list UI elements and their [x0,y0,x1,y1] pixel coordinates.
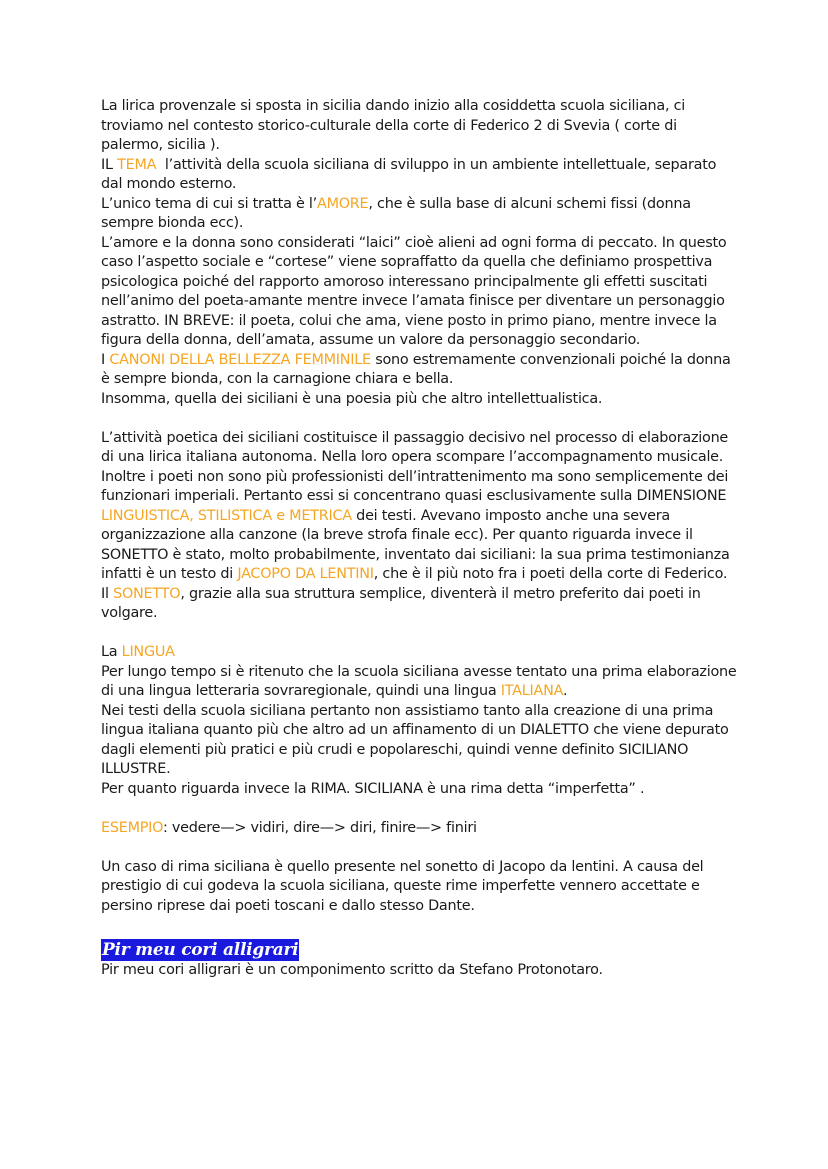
laici-paragraph: L’amore e la donna sono considerati “laici” cioè alieni ad ogni forma di peccato. In questo caso l’aspetto sociale e “cortese” viene sopraffatto da quella che definiamo prospettiva psicologica poiché del rapporto amoroso interessano principalmente gli effetti suscitati nell’animo del poeta-amante mentre invece l’amata finisce per diventare un personaggio astratto. IN BREVE: il poeta, colui che ama, viene posto in primo piano, mentre invece la figura della donna, dell’amata, assume un valore da personaggio secondario. [101,234,727,348]
rima-paragraph: Per quanto riguarda invece la RIMA. SICILIANA è una rima detta “imperfetta” . [101,780,645,797]
lingua-paragraph [101,663,741,702]
caso-paragraph: Un caso di rima siciliana è quello presente nel sonetto di Jacopo da lentini. A causa del prestigio di cui godeva la scuola siciliana, queste rime imperfette vennero accettate e persino riprese dai poeti toscani e dallo stesso Dante. [101,858,704,914]
spacer [101,624,741,644]
attivita-paragraph [101,429,741,585]
amore-highlight: AMORE [316,195,369,212]
canoni-highlight: CANONI DELLA BELLEZZA FEMMINILE [109,351,371,368]
spacer [101,409,741,429]
attivita-text-end: , che è il più noto fra i poeti della corte di Federico. [373,566,728,582]
esempio-text: : vedere—> vidiri, dire—> diri, finire—> finiri [162,819,477,836]
esempio-line [101,819,741,839]
sonetto-paragraph [101,585,741,624]
intro-paragraph: La lirica provenzale si sposta in sicilia dando inizio alla cosiddetta scuola siciliana, ci troviamo nel contesto storico-culturale della corte di Federico 2 di Svevia ( corte di palermo, sicilia ). [101,98,686,153]
spacer [101,838,741,858]
lingua-text-end: . [563,683,568,699]
sonetto-prefix: Il [101,585,114,602]
canoni-prefix: I [101,351,110,368]
jacopo-highlight: JACOPO DA LENTINI [237,566,374,582]
tema-highlight: TEMA [117,156,157,173]
sonetto-text: , grazie alla sua struttura semplice, diventerà il metro preferito dai poeti in volgare. [101,585,701,621]
dialetto-paragraph: Nei testi della scuola siciliana pertanto non assistiamo tanto alla creazione di una prima lingua italiana quanto più che altro ad un affinamento di un DIALETTO che viene depurato dagli elementi più pratici e più crudi e popolareschi, quindi venne definito SICILIANO ILLUSTRE. [101,702,729,777]
amore-prefix: L’unico tema di cui si tratta è l’ [101,195,317,212]
sonetto-highlight: SONETTO [113,585,181,602]
lingua-heading-prefix: La [101,644,122,660]
lingua-text: Per lungo tempo si è ritenuto che la scuola siciliana avesse tentato una prima elaborazione di una lingua letteraria sovraregionale, quindi una lingua [101,663,737,699]
italiana-highlight: ITALIANA [500,683,563,699]
pir-title: Pir meu cori alligrari [102,939,299,960]
attivita-highlight: LINGUISTICA, STILISTICA e METRICA [101,507,352,524]
tema-text: l’attività della scuola siciliana di sviluppo in un ambiente intellettuale, separato dal mondo esterno. [101,156,721,192]
amore-text: , che è sulla base di alcuni schemi fissi (donna sempre bionda ecc). [101,195,691,231]
pir-section [101,936,741,981]
tema-prefix: IL [101,156,118,173]
document-body [101,97,741,981]
canoni-text: sono estremamente convenzionali poiché la donna è sempre bionda, con la carnagione chiara e bella. [101,351,731,387]
attivita-text: L’attività poetica dei siciliani costituisce il passaggio decisivo nel processo di elaborazione di una lirica italiana autonoma. Nella loro opera scompare l’accompagnamento musicale. Inoltre i poeti non sono più professionisti dell’intrattenimento ma sono semplicemente dei funzionari imperiali. Pertanto essi si concentrano quasi esclusivamente sulla DIMENSIONE [101,429,729,504]
insomma-paragraph: Insomma, quella dei siciliani è una poesia più che altro intellettualistica. [101,390,603,407]
canoni-paragraph [101,351,741,390]
pir-paragraph: Pir meu cori alligrari è un componimento scritto da Stefano Protonotaro. [101,962,603,978]
lingua-heading [101,643,741,663]
tema-paragraph [101,156,741,195]
esempio-label: ESEMPIO [101,819,163,836]
amore-paragraph [101,195,741,234]
spacer [101,916,741,936]
attivita-text-mid: dei testi. Avevano imposto anche una severa organizzazione alla canzone (la breve strofa finale ecc). Per quanto riguarda invece il SONETTO è stato, molto probabilmente, inventato dai siciliani: la sua prima testimonianza infatti è un testo di [101,507,730,582]
lingua-highlight: LINGUA [121,644,175,660]
spacer [101,799,741,819]
